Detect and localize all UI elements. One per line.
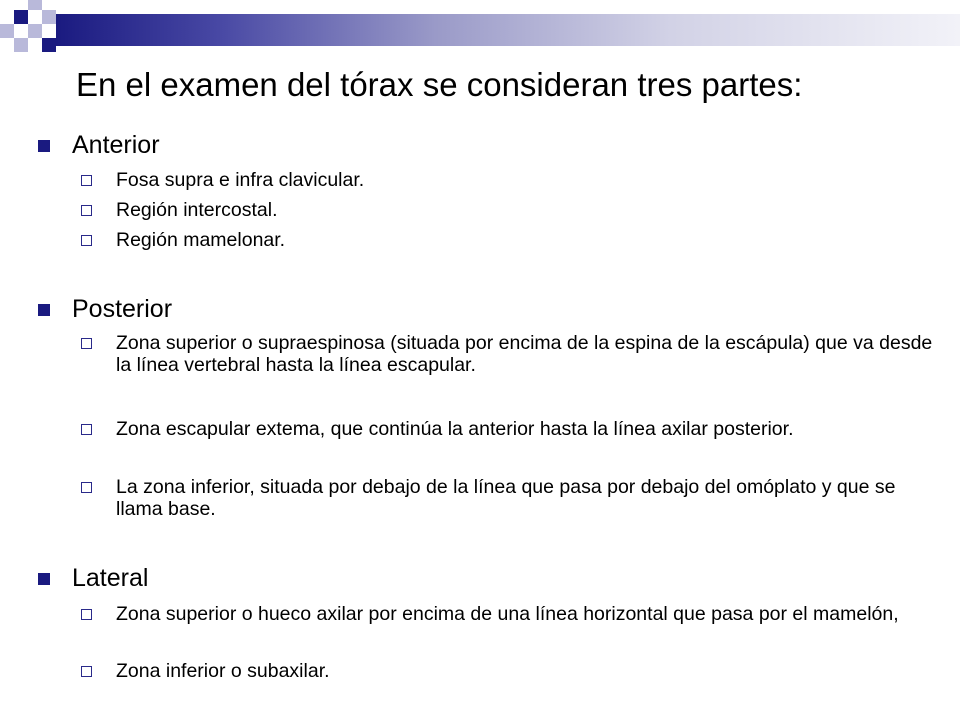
section-heading: Posterior xyxy=(72,295,173,323)
hollow-square-bullet-icon xyxy=(81,482,92,493)
section-heading: Lateral xyxy=(72,564,149,592)
list-item: Zona escapular extema, que continúa la anterior hasta la línea axilar posterior. xyxy=(116,418,794,440)
section-heading: Anterior xyxy=(72,131,160,159)
list-item: La zona inferior, situada por debajo de la línea que pasa por debajo del omóplato y que se llama base. xyxy=(116,476,896,520)
list-item: Zona superior o hueco axilar por encima de una línea horizontal que pasa por el mamelón, xyxy=(116,603,899,625)
list-item: Zona superior o supraespinosa (situada por encima de la espina de la escápula) que va desde la línea vertebral hasta la línea escapular. xyxy=(116,332,933,376)
list-item: Región mamelonar. xyxy=(116,229,286,251)
hollow-square-bullet-icon xyxy=(81,666,92,677)
list-item: Región intercostal. xyxy=(116,199,278,221)
list-item: Zona inferior o subaxilar. xyxy=(116,660,330,682)
hollow-square-bullet-icon xyxy=(81,235,92,246)
hollow-square-bullet-icon xyxy=(81,338,92,349)
bullet-square-icon xyxy=(38,573,50,585)
hollow-square-bullet-icon xyxy=(81,175,92,186)
hollow-square-bullet-icon xyxy=(81,424,92,435)
list-item: Fosa supra e infra clavicular. xyxy=(116,169,365,191)
slide-title: En el examen del tórax se consideran tres partes: xyxy=(76,66,803,103)
bullet-square-icon xyxy=(38,304,50,316)
hollow-square-bullet-icon xyxy=(81,205,92,216)
hollow-square-bullet-icon xyxy=(81,609,92,620)
bullet-square-icon xyxy=(38,140,50,152)
